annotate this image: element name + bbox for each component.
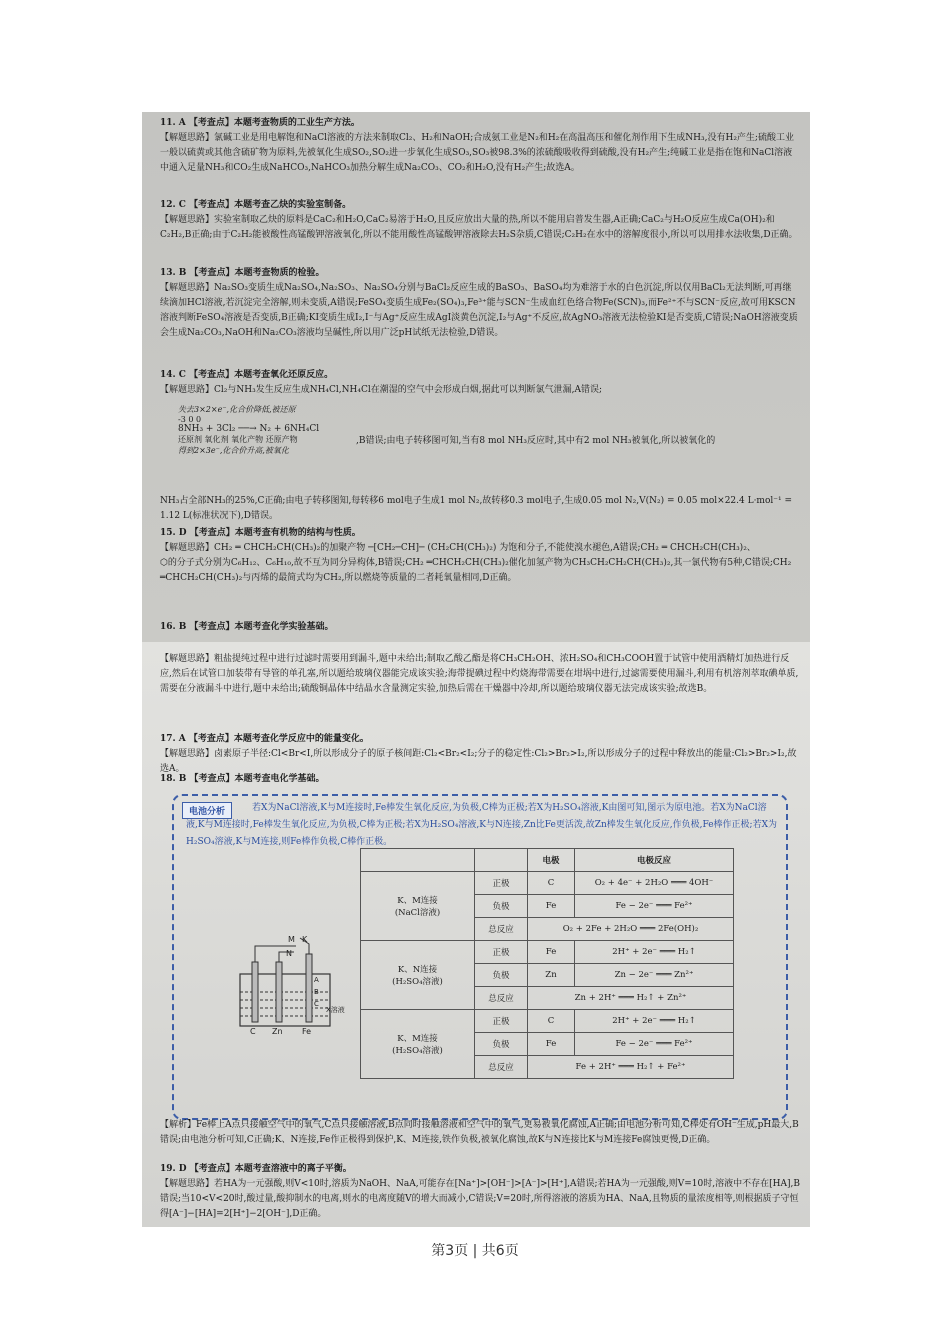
table-row: K、M连接 (H₂SO₄溶液) 正极 C 2H⁺ + 2e⁻ ═══ H₂↑ <box>361 1010 734 1033</box>
label-n: N <box>286 949 292 958</box>
question-18-head-wrap <box>160 772 800 787</box>
question-13-head: 13. B 【考查点】本题考查物质的检验。 <box>160 268 325 278</box>
question-14 <box>160 368 800 398</box>
label-x-solution: X溶液 <box>326 1006 345 1014</box>
question-19-head: 19. D 【考查点】本题考查溶液中的离子平衡。 <box>160 1164 352 1174</box>
question-17-head: 17. A 【考查点】本题考查化学反应中的能量变化。 <box>160 734 369 744</box>
question-18-explain: 【解析】Fe棒上A点只接触空气中的氧气,C点只接触溶液,B点同时接触溶液和空气中的氧气,更易被氧化腐蚀,A正确;由电池分析可知,C棒处有OH⁻生成,pH最大,B错误;由电池分析可知,C正确;K、N连接,Fe作正极得到保护,K、M连接,铁作负极,被氧化腐蚀,故K与N连接比K与M连接Fe腐蚀更慢,D正确。 <box>160 1120 799 1145</box>
question-12-head: 12. C 【考查点】本题考查乙炔的实验室制备。 <box>160 200 352 210</box>
question-13-body: 【解题思路】Na₂SO₃变质生成Na₂SO₄,Na₂SO₃、Na₂SO₄分别与BaCl₂反应生成的BaSO₃、BaSO₄均为难溶于水的白色沉淀,所以仅用BaCl₂无法判断,可再继续滴加HCl溶液,若沉淀完全溶解,则未变质,A错误;FeSO₄变质生成Fe₂(SO₄)₃,Fe³⁺能与SCN⁻生成血红色络合物Fe(SCN)₃,而Fe²⁺不与SCN⁻反应,故可用KSCN溶液判断FeSO₄溶液是否变质,B正确;KI变质生成I₂,I⁻与Ag⁺反应生成AgI淡黄色沉淀,I₂与Ag⁺不反应,故AgNO₃溶液无法检验KI是否变质,C错误;NaOH溶液变质会生成Na₂CO₃,NaOH和Na₂CO₃溶液均呈碱性,所以用广泛pH试纸无法检验,D错误。 <box>160 283 798 338</box>
question-11-body: 【解题思路】氯碱工业是用电解饱和NaCl溶液的方法来制取Cl₂、H₂和NaOH;合成氨工业是N₂和H₂在高温高压和催化剂作用下生成NH₃,没有H₂产生;硫酸工业一般以硫黄或其他含硫矿物为原料,先被氧化生成SO₂,SO₂进一步氧化生成SO₃,SO₃被98.3%的浓硫酸吸收得到硫酸,没有H₂产生;纯碱工业是指在饱和NaCl溶液中通入足量NH₃和CO₂生成NaHCO₃,NaHCO₃加热分解生成Na₂CO₃、CO₂和H₂O,没有H₂产生;故选A。 <box>160 133 794 173</box>
table-row: 总反应 Zn + 2H⁺ ═══ H₂↑ + Zn²⁺ <box>361 987 734 1010</box>
table-row: 总反应 O₂ + 2Fe + 2H₂O ═══ 2Fe(OH)₂ <box>361 918 734 941</box>
question-14-line2: ,B错误;由电子转移图可知,当有8 mol NH₃反应时,其中有2 mol NH₃被氧化,所以被氧化的 <box>356 436 716 446</box>
page-footer: 第3页 | 共6页 <box>431 1243 519 1259</box>
question-14-line3-wrap <box>160 494 800 524</box>
label-zn: Zn <box>272 1027 283 1034</box>
diagram-roles: 还原剂 氧化剂 氧化产物 还原产物 <box>178 435 298 444</box>
diagram-top-note: 失去3×2×e⁻,化合价降低,被还原 <box>178 405 296 414</box>
question-19 <box>160 1162 800 1222</box>
condition-cell: K、M连接 (NaCl溶液) <box>361 872 475 941</box>
question-14-line1: 【解题思路】Cl₂与NH₃发生反应生成NH₄Cl,NH₄Cl在潮湿的空气中会形成白烟,据此可以判断氯气泄漏,A错误; <box>160 385 603 395</box>
question-15-body1: 【解题思路】CH₂ ═ CHCH₂CH(CH₃)₂的加聚产物 ─[CH₂─CH]─ (CH₂CH(CH₃)₂) 为饱和分子,不能使溴水褪色,A错误;CH₂ ═ CHCH₂CH(CH₃)₂、 <box>160 543 756 553</box>
table-row: 总反应 Fe + 2H⁺ ═══ H₂↑ + Fe²⁺ <box>361 1056 734 1079</box>
label-c-electrode: C <box>250 1027 256 1034</box>
question-14-head: 14. C 【考查点】本题考查氧化还原反应。 <box>160 370 334 380</box>
battery-analysis-text: 若X为NaCl溶液,K与M连接时,Fe棒发生氧化反应,为负极,C棒为正极;若X为H₂SO₄溶液,K由图可知,图示为原电池。若X为NaCl溶液,K与M连接时,Fe棒发生氧化反应,为负极,C棒为正极;若X为H₂SO₄溶液,K与N连接,Zn比Fe更活泼,故Zn棒发生氧化反应,作负极,Fe棒作正极;若X为H₂SO₄溶液,K与M连接,则Fe棒作负极,C棒作正极。 <box>186 803 777 847</box>
electrode-reaction-table <box>360 848 734 1079</box>
label-fe: Fe <box>302 1027 312 1034</box>
question-14-line3: NH₃占全部NH₃的25%,C正确;由电子转移图知,每转移6 mol电子生成1 mol N₂,故转移0.3 mol电子,生成0.05 mol N₂,V(N₂) = 0.05 mol×22.4 L·mol⁻¹ = 1.12 L(标准状况下),D错误。 <box>160 496 793 521</box>
table-row: 负极 Zn Zn − 2e⁻ ═══ Zn²⁺ <box>361 964 734 987</box>
table-row: K、N连接 (H₂SO₄溶液) 正极 Fe 2H⁺ + 2e⁻ ═══ H₂↑ <box>361 941 734 964</box>
question-11-head: 11. A 【考查点】本题考查物质的工业生产方法。 <box>160 118 360 128</box>
question-14-line2-wrap <box>356 434 800 449</box>
diagram-equation: 8NH₃ + 3Cl₂ ──→ N₂ + 6NH₄Cl <box>178 424 320 434</box>
question-19-body: 【解题思路】若HA为一元强酸,则V<10时,溶质为NaOH、NaA,可能存在[Na⁺]>[OH⁻]>[A⁻]>[H⁺],A错误;若HA为一元强酸,则V=10时,溶液中不存在[HA],B错误;当10<V<20时,酸过量,酸抑制水的电离,则水的电离度随V的增大而减小,C错误;V=20时,所得溶液的溶质为HA、NaA,且物质的量浓度相等,则根据质子守恒得[A⁻]−[HA]=2[H⁺]−2[OH⁻],D正确。 <box>160 1179 800 1219</box>
label-b: B <box>314 988 319 996</box>
question-18-explain-wrap <box>160 1118 800 1148</box>
question-18-head: 18. B 【考查点】本题考查电化学基础。 <box>160 774 325 784</box>
question-15-head: 15. D 【考查点】本题考查有机物的结构与性质。 <box>160 528 361 538</box>
question-16-head-wrap <box>160 620 800 635</box>
question-12 <box>160 198 800 243</box>
question-15 <box>160 526 800 586</box>
condition-cell: K、N连接 (H₂SO₄溶液) <box>361 941 475 1010</box>
condition-cell: K、M连接 (H₂SO₄溶液) <box>361 1010 475 1079</box>
diagram-ox-states: -3 0 0 <box>178 415 202 424</box>
question-17 <box>160 732 800 777</box>
label-a: A <box>314 976 319 984</box>
table-row: 负极 Fe Fe − 2e⁻ ═══ Fe²⁺ <box>361 1033 734 1056</box>
diagram-bottom-note: 得到2×3e⁻,化合价升高,被氧化 <box>178 446 289 455</box>
table-header-row <box>361 849 734 872</box>
label-k: K <box>302 935 308 944</box>
table-row: 负极 Fe Fe − 2e⁻ ═══ Fe²⁺ <box>361 895 734 918</box>
question-15-body2: ⬡的分子式分别为C₆H₁₂、C₆H₁₀,故不互为同分异构体,B错误;CH₂ ═CHCH₂CH(CH₃)₂催化加氢产物为CH₃CH₂CH₂CH(CH₃)₂,其一氯代物有5种,C错误;CH₂ ═CHCH₂CH(CH₃)₂与丙烯的最简式均为CH₂,所以燃烧等质量的二者耗氧量相同,D正确。 <box>160 558 792 583</box>
question-16 <box>160 652 800 697</box>
header-reaction: 电极反应 <box>575 849 734 872</box>
battery-analysis-title: 电池分析 <box>182 802 232 819</box>
question-12-body: 【解题思路】实验室制取乙炔的原料是CaC₂和H₂O,CaC₂易溶于H₂O,且反应放出大量的热,所以不能用启普发生器,A正确;CaC₂与H₂O反应生成Ca(OH)₂和C₂H₂,B正确;由于C₂H₂能被酸性高锰酸钾溶液氧化,所以不能用酸性高锰酸钾溶液除去H₂S杂质,C错误;C₂H₂在水中的溶解度很小,所以可以用排水法收集,D正确。 <box>160 215 798 240</box>
header-electrode: 电极 <box>528 849 575 872</box>
scanned-page-photo <box>142 112 810 1227</box>
question-17-body: 【解题思路】卤素原子半径:Cl<Br<I,所以形成分子的原子核间距:Cl₂<Br₂<I₂;分子的稳定性:Cl₂>Br₂>I₂,所以形成分子的过程中释放出的能量:Cl₂>Br₂>I₂,故选A。 <box>160 749 797 774</box>
electrochemical-apparatus-diagram <box>234 934 354 1034</box>
question-16-body: 【解题思路】粗盐提纯过程中进行过滤时需要用到漏斗,题中未给出;制取乙酸乙酯是将CH₃CH₂OH、浓H₂SO₄和CH₃COOH置于试管中使用酒精灯加热进行反应,然后在试管口加装带有导管的单孔塞,所以题给玻璃仪器能完成该实验;海带提碘过程中灼烧海带需要在坩埚中进行,过滤需要使用漏斗,利用有机溶剂萃取碘单质,需要在分液漏斗中进行,题中未给出;硫酸铜晶体中结晶水含量测定实验,加热后需在干燥器中冷却,所以题给玻璃仪器无法完成该实验;故选B。 <box>160 654 799 694</box>
electron-transfer-diagram <box>178 404 348 494</box>
question-11 <box>160 116 800 176</box>
label-c-point: C <box>314 1000 319 1008</box>
table-row: K、M连接 (NaCl溶液) 正极 C O₂ + 4e⁻ + 2H₂O ═══ 4OH⁻ <box>361 872 734 895</box>
question-16-head: 16. B 【考查点】本题考查化学实验基础。 <box>160 622 334 632</box>
label-m: M <box>288 935 295 944</box>
question-13 <box>160 266 800 341</box>
